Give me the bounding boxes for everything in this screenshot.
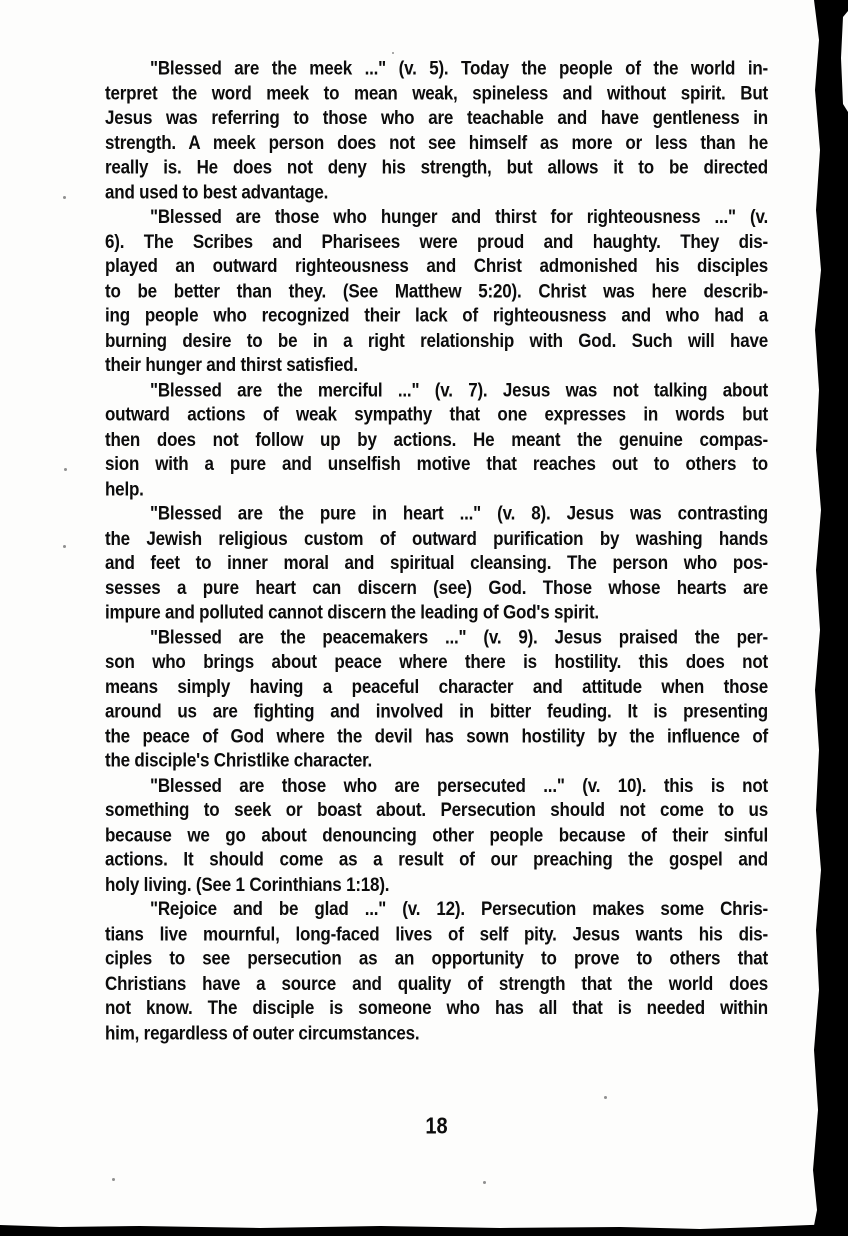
text-line: sesses a pure heart can discern (see) God. Those whose hearts are (105, 576, 768, 599)
paragraph (105, 204, 768, 377)
text-line: "Rejoice and be glad ..." (v. 12). Persecution makes some Chris- (150, 897, 768, 920)
text-line: around us are fighting and involved in bitter feuding. It is presenting (105, 700, 768, 722)
text-line: outward actions of weak sympathy that one expresses in words but (105, 403, 768, 426)
text-line: actions. It should come as a result of our preaching the gospel and (105, 848, 768, 871)
text-line: and used to best advantage. (105, 180, 329, 203)
text-line: strength. A meek person does not see himself as more or less than he (105, 131, 768, 154)
scan-speck (604, 1096, 607, 1099)
scan-speck (483, 1181, 486, 1184)
text-line: "Blessed are the meek ..." (v. 5). Today the people of the world in- (150, 57, 768, 79)
text-line: ciples to see persecution as an opportunity to prove to others that (105, 947, 768, 970)
text-line: Christians have a source and quality of strength that the world does (105, 971, 768, 994)
scan-speck (63, 196, 66, 199)
paragraph (105, 625, 768, 773)
text-line: impure and polluted cannot discern the leading of God's spirit. (105, 601, 599, 623)
text-line: tians live mournful, long-faced lives of self pity. Jesus wants his dis- (105, 922, 768, 945)
text-line: "Blessed are those who hunger and thirst for righteousness ..." (v. (150, 205, 768, 228)
text-line: 6). The Scribes and Pharisees were proud and haughty. They dis- (105, 230, 768, 253)
scan-speck (63, 545, 66, 548)
scan-edge-right (806, 0, 848, 1236)
text-line: then does not follow up by actions. He meant the genuine compas- (105, 428, 768, 450)
paragraph (105, 501, 768, 625)
text-line: son who brings about peace where there is hostility. this does not (105, 650, 768, 673)
scan-speck (112, 1178, 115, 1181)
paragraph (105, 56, 768, 204)
scan-edge-bottom (0, 1224, 848, 1236)
text-line: him, regardless of outer circumstances. (105, 1021, 420, 1044)
text-line: because we go about denouncing other people because of their sinful (105, 823, 768, 846)
text-line: ing people who recognized their lack of righteousness and who had a (105, 304, 768, 327)
text-line: Jesus was referring to those who are teachable and have gentleness in (105, 106, 768, 129)
text-line: really is. He does not deny his strength, but allows it to be directed (105, 156, 768, 178)
paragraph (105, 377, 768, 501)
text-line: "Blessed are the merciful ..." (v. 7). Jesus was not talking about (150, 378, 768, 401)
page-text (105, 56, 768, 1045)
text-line: "Blessed are the pure in heart ..." (v. 8). Jesus was contrasting (150, 502, 768, 525)
text-line: the peace of God where the devil has sown hostility by the influence of (105, 724, 768, 747)
text-line: and feet to inner moral and spiritual cleansing. The person who pos- (105, 551, 768, 574)
text-line: means simply having a peaceful character and attitude when those (105, 675, 768, 698)
text-line: something to seek or boast about. Persecution should not come to us (105, 798, 768, 821)
text-line: not know. The disciple is someone who has all that is needed within (105, 996, 768, 1019)
paragraph (105, 897, 768, 1045)
text-line: to be better than they. (See Matthew 5:20). Christ was here describ- (105, 279, 768, 302)
text-line: "Blessed are those who are persecuted ..." (v. 10). this is not (150, 774, 768, 797)
page-number: 18 (425, 1114, 448, 1140)
text-line: holy living. (See 1 Corinthians 1:18). (105, 873, 390, 895)
text-line: terpret the word meek to mean weak, spineless and without spirit. But (105, 81, 768, 104)
scan-speck (64, 468, 67, 471)
text-line: sion with a pure and unselfish motive that reaches out to others to (105, 452, 768, 475)
paragraph (105, 773, 768, 897)
text-line: their hunger and thirst satisfied. (105, 353, 358, 376)
text-line: the Jewish religious custom of outward purification by washing hands (105, 526, 768, 549)
text-line: burning desire to be in a right relationship with God. Such will have (105, 329, 768, 351)
text-line: played an outward righteousness and Christ admonished his disciples (105, 254, 768, 277)
scan-speck (392, 52, 394, 54)
text-line: "Blessed are the peacemakers ..." (v. 9). Jesus praised the per- (150, 625, 768, 648)
text-line: the disciple's Christlike character. (105, 749, 373, 772)
text-line: help. (105, 477, 144, 500)
